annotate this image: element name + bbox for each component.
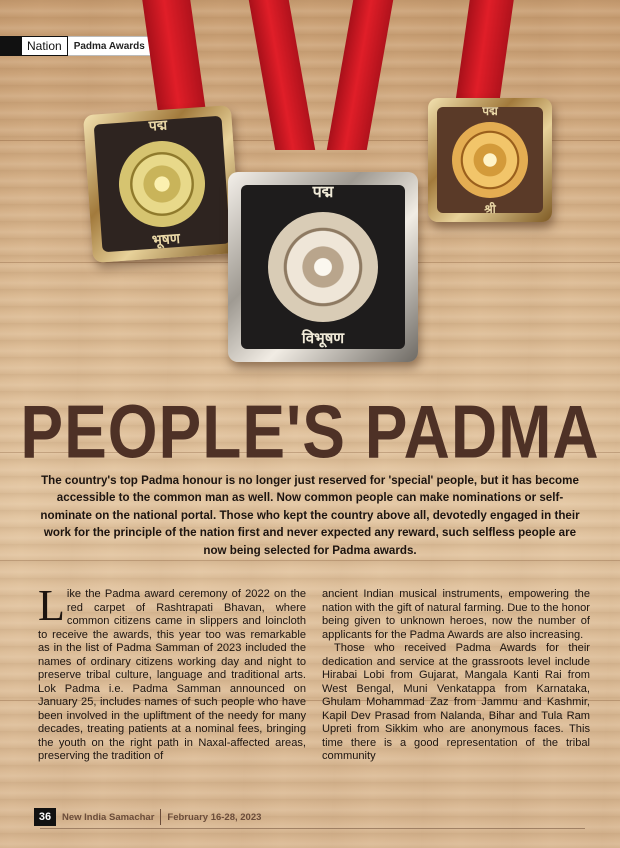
padma-shri-medal bbox=[428, 98, 552, 222]
footer-rule bbox=[40, 828, 585, 829]
footer-separator bbox=[160, 809, 161, 825]
publication-name: New India Samachar bbox=[62, 811, 155, 823]
page-number: 36 bbox=[34, 808, 56, 826]
drop-cap: L bbox=[38, 581, 65, 630]
medal-top-word: पद्म bbox=[312, 182, 334, 201]
ribbon-left bbox=[142, 0, 205, 110]
subsection-label: Padma Awards bbox=[68, 36, 153, 56]
body-paragraph: Those who received Padma Awards for their dedication and service at the grassroots level include Hirabai Lobi from Gujarat, Mangala Kanti Rai from West Bengal, Muni Venkatappa from Karnataka, Ghulam Mohammad Zaz from Jammu and Kashmir, Kapil Dev Prasad from Nalanda, Bihar and Tula Ram Upreti from Sikkim who are anonymous faces. This time there is a good representation of the tribal community bbox=[322, 642, 590, 762]
issue-date: February 16-28, 2023 bbox=[167, 811, 262, 823]
page-footer bbox=[0, 808, 261, 826]
medal-bottom-word: भूषण bbox=[151, 230, 181, 249]
body-column-left bbox=[38, 581, 306, 764]
ribbon-center-right bbox=[327, 0, 393, 150]
body-paragraph: ancient Indian musical instruments, empowering the nation with the gift of natural farming. Due to the honor being given to unknown heroes, now the number of applicants for the Padma Awards are also increasing. bbox=[322, 588, 590, 641]
section-tag bbox=[0, 36, 153, 56]
lotus-emblem bbox=[268, 212, 378, 322]
medal-bottom-word: विभूषण bbox=[301, 329, 345, 347]
medal-bottom-word: श्री bbox=[484, 202, 496, 216]
medal-top-word: पद्म bbox=[482, 104, 498, 118]
medal-top-word: पद्म bbox=[148, 117, 168, 135]
article-lede: The country's top Padma honour is no longer just reserved for 'special' people, but it has become accessible to the common man as well. Now common people can make nominations or self-nominate on the national portal. Those who kept the country above all, devotedly engaged in their work for the principle of the nation first and never expected any reward, such selfless people are now being selected for Padma awards. bbox=[40, 474, 580, 557]
article-title: PEOPLE'S PADMA bbox=[20, 389, 600, 475]
ribbon-center-left bbox=[249, 0, 315, 150]
section-label: Nation bbox=[22, 36, 68, 56]
padma-vibhushan-medal bbox=[228, 172, 418, 362]
padma-bhushan-medal bbox=[83, 105, 241, 263]
body-paragraph: ike the Padma award ceremony of 2022 on the red carpet of Rashtrapati Bhavan, where common citizens came in slippers and loincloth to receive the awards, this year too was remarkable as in the list of Padma Samman of 2023 included the names of ordinary citizens working day and night to preserve tribal culture, language and traditional arts. Lok Padma i.e. Padma Samman announced on January 25, includes names of such people who have been involved in the upliftment of the needy for many decades, treating patients at a nominal fees, bringing the youth on the right path in Naxal-affected areas, preserving the tradition of bbox=[38, 588, 306, 762]
section-tag-bar bbox=[0, 36, 22, 56]
body-column-right bbox=[322, 588, 590, 764]
wood-grain-line bbox=[0, 560, 620, 561]
lotus-emblem bbox=[452, 122, 528, 198]
ribbon-right bbox=[454, 0, 513, 110]
